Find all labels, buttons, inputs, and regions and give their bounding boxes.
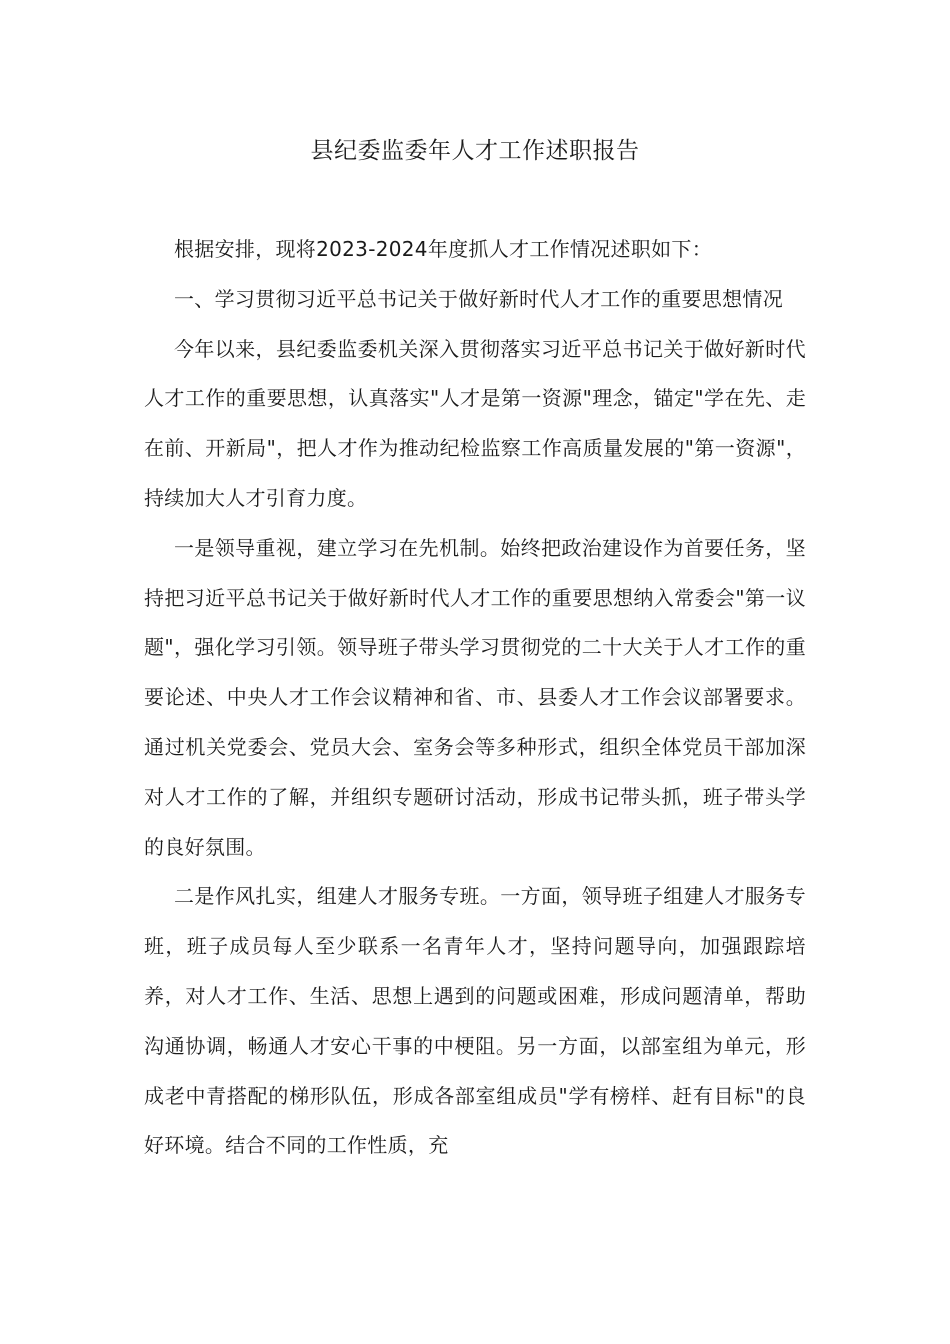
paragraph-leadership: 一是领导重视，建立学习在先机制。始终把政治建设作为首要任务，坚持把习近平总书记关于做好新时代人才工作的重要思想纳入常委会"第一议题"，强化学习引领。领导班子带头学习贯彻党的二十大关于人才工作的重要论述、中央人才工作会议精神和省、市、县委人才工作会议部署要求。通过机关党委会、党员大会、室务会等多种形式，组织全体党员干部加深对人才工作的了解，并组织专题研讨活动，形成书记带头抓，班子带头学的良好氛围。 (144, 535, 806, 859)
paragraph-intro: 根据安排，现将2023-2024年度抓人才工作情况述职如下： (174, 237, 713, 261)
paragraph-overview: 今年以来，县纪委监委机关深入贯彻落实习近平总书记关于做好新时代人才工作的重要思想，认真落实"人才是第一资源"理念，锚定"学在先、走在前、开新局"，把人才作为推动纪检监察工作高质量发展的"第一资源"，持续加大人才引育力度。 (144, 336, 806, 510)
document-title: 县纪委监委年人才工作述职报告 (310, 138, 640, 164)
section-heading-1: 一、学习贯彻习近平总书记关于做好新时代人才工作的重要思想情况 (174, 286, 783, 311)
document-body (144, 225, 806, 1171)
paragraph-service-team: 二是作风扎实，组建人才服务专班。一方面，领导班子组建人才服务专班，班子成员每人至少联系一名青年人才，坚持问题导向，加强跟踪培养，对人才工作、生活、思想上遇到的问题或困难，形成问题清单，帮助沟通协调，畅通人才安心干事的中梗阻。另一方面，以部室组为单元，形成老中青搭配的梯形队伍，形成各部室组成员"学有榜样、赶有目标"的良好环境。结合不同的工作性质，充 (144, 884, 806, 1158)
